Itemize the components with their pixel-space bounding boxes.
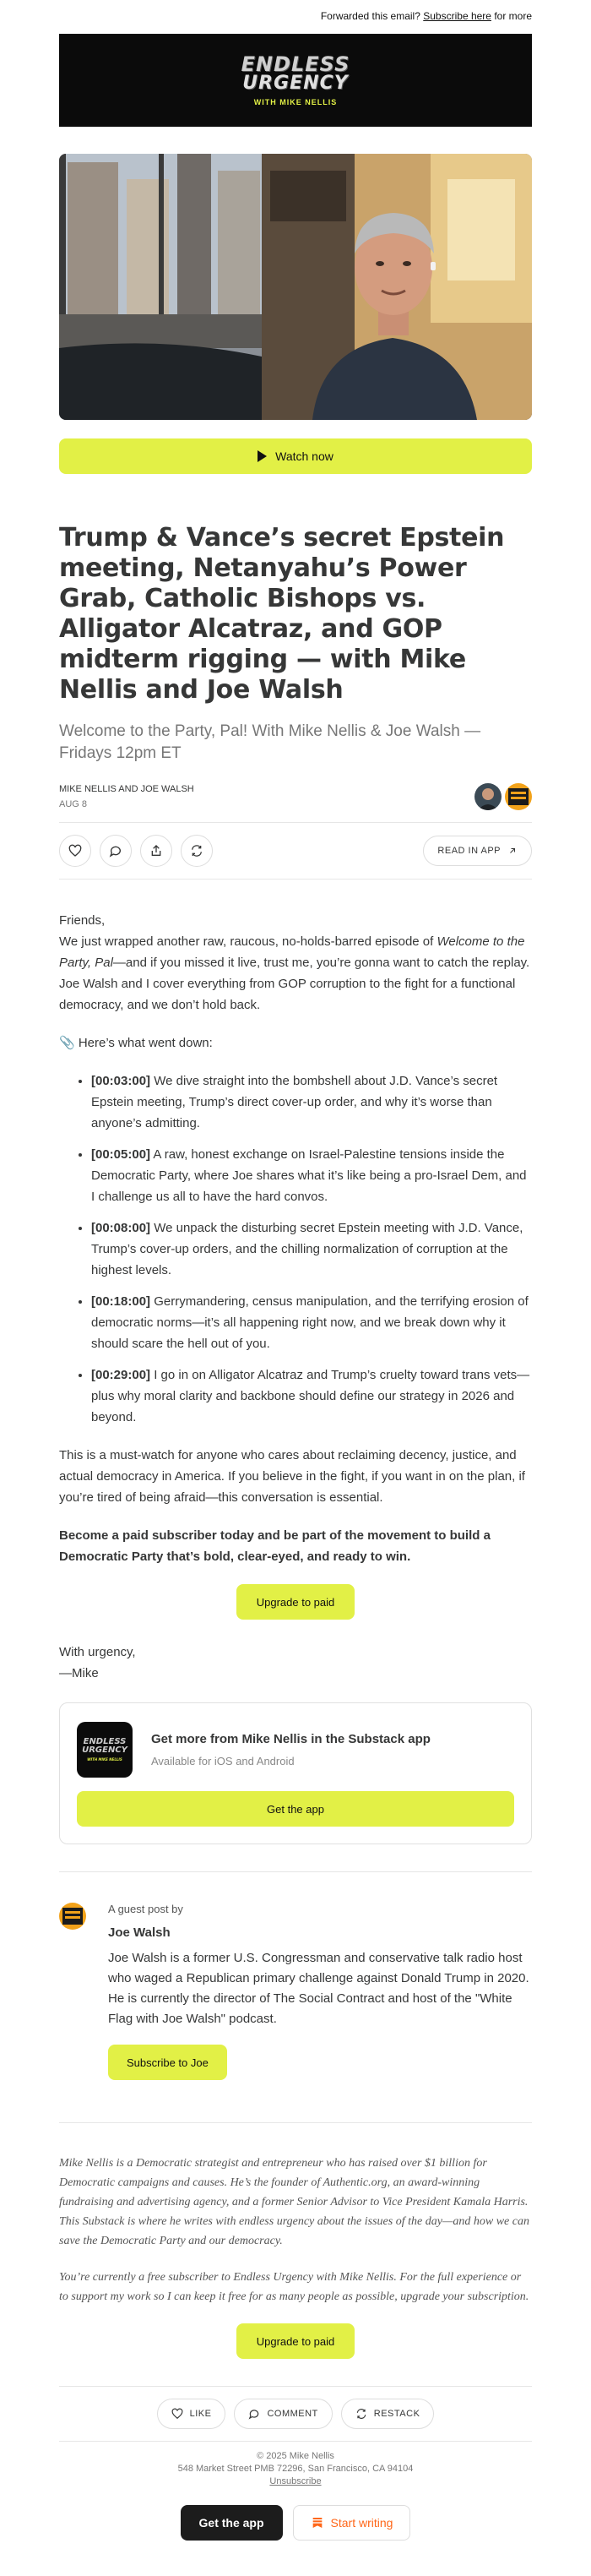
banner-line-2: URGENCY	[242, 73, 349, 94]
byline-row	[59, 783, 532, 810]
watch-now-button[interactable]: Watch now	[59, 438, 532, 474]
bottom-cta-row	[59, 2505, 532, 2541]
share-button[interactable]	[140, 835, 172, 867]
guest-post-label: A guest post by	[108, 1903, 183, 1915]
bottom-comment-button[interactable]: COMMENT	[234, 2399, 332, 2429]
byline	[59, 784, 194, 809]
footer-get-app-button[interactable]: Get the app	[181, 2505, 283, 2541]
list-item: • [00:18:00] Gerrymandering, census manipulation, and the terrifying erosion of democratic norms—it’s all happening right now, and we break down why it should scare the hell out of you.	[91, 1291, 532, 1354]
restack-icon	[190, 844, 203, 858]
forward-notice: Forwarded this email? Subscribe here for more	[320, 10, 532, 22]
external-arrow-icon	[507, 846, 518, 856]
app-card-subtitle: Available for iOS and Android	[151, 1755, 295, 1767]
guest-bio: Joe Walsh is a former U.S. Congressman and conservative talk radio host who waged a Republican primary challenge against Donald Trump in 2020. He is currently the director of The Social Contract and host of the "White Flag with Joe Walsh" podcast.	[108, 1951, 529, 2026]
post-action-bar	[59, 822, 532, 880]
list-item: • [00:05:00] A raw, honest exchange on Israel-Palestine tensions inside the Democratic Party, where Joe shares what it’s like being a pro-Israel Dem, and I challenge us all to have the hard convos.	[91, 1144, 532, 1207]
restack-button[interactable]	[181, 835, 213, 867]
play-icon	[258, 450, 267, 462]
banner-line-1: ENDLESS	[241, 52, 350, 76]
post-body	[59, 910, 532, 1684]
start-writing-button[interactable]: Start writing	[293, 2505, 411, 2541]
app-card-title: Get more from Mike Nellis in the Substack app	[151, 1732, 431, 1746]
list-heading: 📎 Here’s what went down:	[59, 1036, 213, 1050]
comment-button[interactable]	[100, 835, 132, 867]
like-button[interactable]	[59, 835, 91, 867]
share-icon	[149, 844, 163, 858]
bottom-like-button[interactable]: LIKE	[157, 2399, 226, 2429]
guest-author-section	[59, 1871, 532, 2123]
subscribe-to-joe-button[interactable]: Subscribe to Joe	[108, 2045, 227, 2080]
free-subscriber-note: You’re currently a free subscriber to Endless Urgency with Mike Nellis. For the full experience or to support my work so I can keep it free for as many people as possible, upgrade your subscription.	[59, 2271, 529, 2303]
copyright: © 2025 Mike Nellis	[257, 2451, 334, 2461]
about-paragraph: Mike Nellis is a Democratic strategist and entrepreneur who has raised over $1 billion for Democratic campaigns and causes. He’s the founder of Authentic.org, an award-winning fundraising and advertising agency, and a former Senior Advisor to Vice President Kamala Harris. This Substack is where he writes with endless urgency about the issues of the day—and how we can save the Democratic Party and our democracy.	[59, 2157, 529, 2247]
avatar-mike-nellis[interactable]	[474, 783, 502, 810]
address: 548 Market Street PMB 72296, San Francisco, CA 94104	[177, 2464, 414, 2474]
restack-icon	[355, 2408, 367, 2420]
video-thumbnail[interactable]	[59, 154, 532, 420]
comment-icon	[248, 2408, 260, 2420]
footer-about	[59, 2154, 532, 2306]
post-subtitle: Welcome to the Party, Pal! With Mike Nellis & Joe Walsh — Fridays 12pm ET	[59, 722, 481, 762]
paid-cta-text: Become a paid subscriber today and be part of the movement to build a Democratic Party that’s bold, clear-eyed, and ready to win.	[59, 1528, 491, 1564]
bottom-action-bar	[59, 2386, 532, 2442]
avatar-joe-walsh[interactable]	[59, 1903, 86, 1930]
heart-icon	[68, 844, 82, 858]
intro-paragraph: Friends, We just wrapped another raw, raucous, no-holds-barred episode of Welcome to the Party, Pal—and if you missed it live, trust me, you’re gonna want to catch the replay. Joe Walsh and I cover everything from GOP corruption to the fight for a functional democracy, and we don’t hold back.	[59, 913, 530, 1012]
app-icon: ENDLESS URGENCY WITH MIKE NELLIS	[77, 1722, 133, 1778]
timestamp-list	[59, 1070, 532, 1428]
heart-icon	[171, 2408, 183, 2420]
banner-line-3: WITH MIKE NELLIS	[253, 98, 338, 106]
comment-icon	[109, 844, 122, 858]
video-thumbnail-image	[59, 154, 532, 420]
newsletter-banner-logo[interactable]	[59, 34, 532, 127]
list-item: • [00:29:00] I go in on Alligator Alcatraz and Trump’s cruelty toward trans vets—plus why moral clarity and backbone should define our strategy in 2026 and beyond.	[91, 1364, 532, 1428]
substack-app-card	[59, 1702, 532, 1844]
avatar-joe-walsh[interactable]	[505, 783, 532, 810]
upgrade-to-paid-button[interactable]: Upgrade to paid	[236, 1584, 355, 1620]
byline-authors[interactable]: MIKE NELLIS AND JOE WALSH	[59, 784, 194, 794]
list-item: • [00:08:00] We unpack the disturbing secret Epstein meeting with J.D. Vance, Trump’s cover-up orders, and the chilling normalization of corruption at the highest levels.	[91, 1217, 532, 1281]
list-item: • [00:03:00] We dive straight into the bombshell about J.D. Vance’s secret Epstein meeting, Trump’s direct cover-up order, and why it’s worse than anyone’s admitting.	[91, 1070, 532, 1134]
author-avatars	[474, 783, 532, 810]
signoff: With urgency, —Mike	[59, 1645, 136, 1680]
unsubscribe-link[interactable]: Unsubscribe	[269, 2476, 322, 2486]
legal-footer	[59, 2450, 532, 2488]
substack-logo-icon	[311, 2516, 324, 2530]
post-title[interactable]: Trump & Vance’s secret Epstein meeting, Netanyahu’s Power Grab, Catholic Bishops vs. Alligator Alcatraz, and GOP midterm rigging — with Mike Nellis and Joe Walsh	[59, 523, 505, 705]
get-the-app-button[interactable]: Get the app	[77, 1791, 514, 1827]
post-date: AUG 8	[59, 799, 88, 809]
closing-paragraph: This is a must-watch for anyone who cares about reclaiming decency, justice, and actual democracy in America. If you believe in the fight, if you want in on the plan, if you’re tired of being afraid—this conversation is essential.	[59, 1448, 525, 1505]
guest-name[interactable]: Joe Walsh	[108, 1925, 171, 1940]
read-in-app-button[interactable]: READ IN APP	[423, 836, 532, 866]
subscribe-here-link[interactable]: Subscribe here	[423, 10, 491, 22]
footer-upgrade-button[interactable]: Upgrade to paid	[236, 2323, 355, 2359]
bottom-restack-button[interactable]: RESTACK	[341, 2399, 435, 2429]
